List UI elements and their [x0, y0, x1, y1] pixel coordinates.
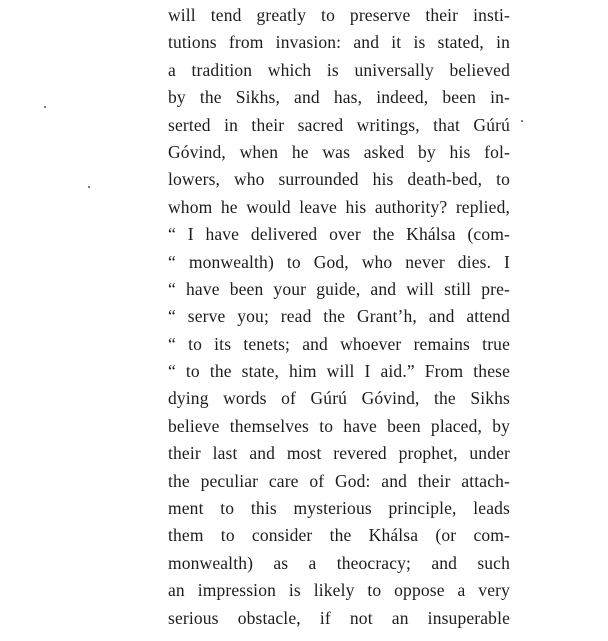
body-text	[168, 2, 510, 632]
text-line: “ I have delivered over the Khálsa (com-	[168, 224, 510, 245]
text-line: tutions from invasion: and it is stated, in	[168, 32, 510, 53]
text-line: Góvind, when he was asked by his fol-	[168, 141, 510, 162]
text-line: “ have been your guide, and will still pre-	[168, 278, 510, 299]
text-line: a tradition which is universally believed	[168, 59, 510, 80]
text-line: dying words of Gúrú Góvind, the Sikhs	[168, 388, 510, 409]
text-line: their last and most revered prophet, under	[168, 443, 510, 464]
text-line: “ to its tenets; and whoever remains true	[168, 333, 510, 354]
text-line: the peculiar care of God: and their attach-	[168, 470, 510, 491]
text-line: serted in their sacred writings, that Gúrú	[168, 114, 510, 135]
text-line: them to consider the Khálsa (or com-	[168, 525, 510, 546]
text-line: monwealth) as a theocracy; and such	[168, 552, 510, 573]
page-speck	[88, 186, 90, 188]
text-line: an impression is likely to oppose a very	[168, 580, 510, 601]
text-line: ment to this mysterious principle, leads	[168, 498, 510, 519]
text-line: serious obstacle, if not an insuperable	[168, 607, 510, 628]
page-speck	[521, 120, 523, 122]
text-line: whom he would leave his authority? replied,	[168, 196, 510, 217]
text-line: will tend greatly to preserve their insti-	[168, 5, 510, 25]
text-line: lowers, who surrounded his death-bed, to	[168, 169, 510, 190]
text-line: “ monwealth) to God, who never dies. I	[168, 251, 510, 272]
text-line: by the Sikhs, and has, indeed, been in-	[168, 87, 510, 108]
page-speck	[44, 106, 46, 108]
text-line: “ to the state, him will I aid.” From these	[168, 361, 510, 382]
text-line: “ serve you; read the Grant’h, and attend	[168, 306, 510, 327]
text-line: believe themselves to have been placed, by	[168, 415, 510, 436]
